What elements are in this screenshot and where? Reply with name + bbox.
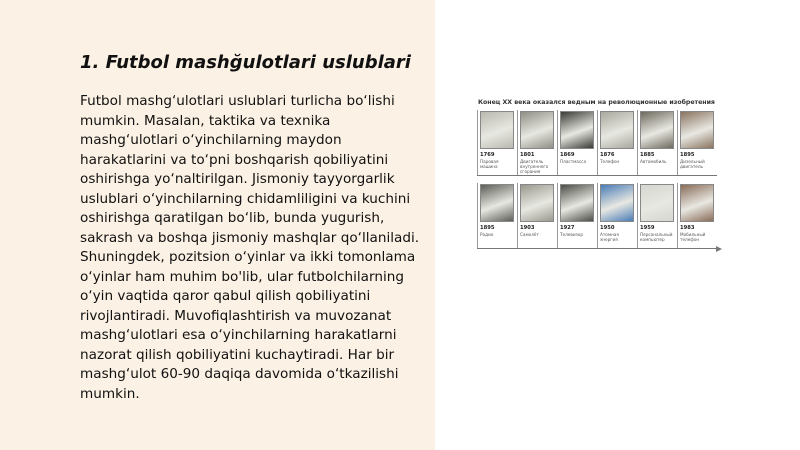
timeline-label: Атомная энергия [600,232,619,242]
timeline-caption: Конец XX века оказался ведным на революционные изобретения [478,99,715,106]
invention-photo [560,111,594,149]
invention-photo [560,184,594,222]
timeline-item [637,110,674,176]
timeline-item [597,183,634,249]
timeline-label: Телефон [600,159,620,164]
timeline-year: 1869 [560,152,575,158]
slide-title: 1. Futbol mashğulotlari uslublari [80,52,411,73]
invention-photo [600,184,634,222]
invention-photo [480,111,514,149]
timeline-label: Пластмасса [560,159,587,164]
timeline-row-1 [477,110,722,177]
invention-photo [480,184,514,222]
timeline-item [637,183,674,249]
timeline-year: 1769 [480,152,495,158]
timeline-year: 1950 [600,225,615,231]
inventions-timeline-image [477,99,722,259]
timeline-item [557,110,594,176]
timeline-label: Мобильный телефон [680,232,706,242]
invention-photo [680,184,714,222]
slide-paragraph: Futbol mashg‘ulotlari uslublari turlicha bo‘lishi mumkin. Masalan, taktika va texnika mashg‘ulotlari o‘yinchilarning maydon harakatlarini va to‘pni boshqarish qobiliyatini oshirishga yo‘naltirilgan. Jismoniy tayyorgarlik uslublari o‘yinchilarning chidamliligini va kuchini oshirishga qaratilgan bo‘lib, bunda yugurish, sakrash va boshqa jismoniy mashqlar qo‘llaniladi. Shuningdek, pozitsion o‘yinlar va ikki tomonlama o‘yinlar ham muhim bo'lib, ular futbolchilarning o‘yin vaqtida qaror qabul qilish qobiliyatini rivojlantiradi. Muvofiqlashtirish va muvozanat mashg‘ulotlari esa o‘yinchilarning harakatlarni nazorat qilish qobiliyatini kuchaytiradi. Har bir mashg‘ulot 60-90 daqiqa davomida o‘tkazilishi mumkin. [80,93,420,402]
timeline-label: Самолёт [520,232,539,237]
timeline-year: 1895 [680,152,695,158]
timeline-year: 1895 [480,225,495,231]
invention-photo [640,184,674,222]
timeline-label: Телевизор [560,232,584,237]
timeline-label: Дизельный двигатель [680,159,705,169]
timeline-axis [477,248,717,249]
timeline-label: Паровая машина [480,159,499,169]
timeline-axis [477,175,717,176]
timeline-label: Автомобиль [640,159,667,164]
invention-photo [680,111,714,149]
timeline-year: 1801 [520,152,535,158]
timeline-item [677,110,714,176]
timeline-item [597,110,634,176]
timeline-year: 1885 [640,152,655,158]
timeline-year: 1876 [600,152,615,158]
timeline-row-2 [477,183,722,250]
timeline-year: 1927 [560,225,575,231]
timeline-year: 1983 [680,225,695,231]
invention-photo [520,184,554,222]
timeline-item [477,183,514,249]
invention-photo [600,111,634,149]
timeline-item [517,183,554,249]
timeline-item [477,110,514,176]
invention-photo [640,111,674,149]
timeline-label: Двигатель внутреннего сгорания [520,159,549,174]
timeline-year: 1959 [640,225,655,231]
timeline-item [517,110,554,176]
invention-photo [520,111,554,149]
timeline-label: Радио [480,232,494,237]
arrow-right-icon [716,246,722,252]
timeline-label: Персональный компьютер [640,232,673,242]
timeline-item [677,183,714,249]
timeline-item [557,183,594,249]
timeline-year: 1903 [520,225,535,231]
